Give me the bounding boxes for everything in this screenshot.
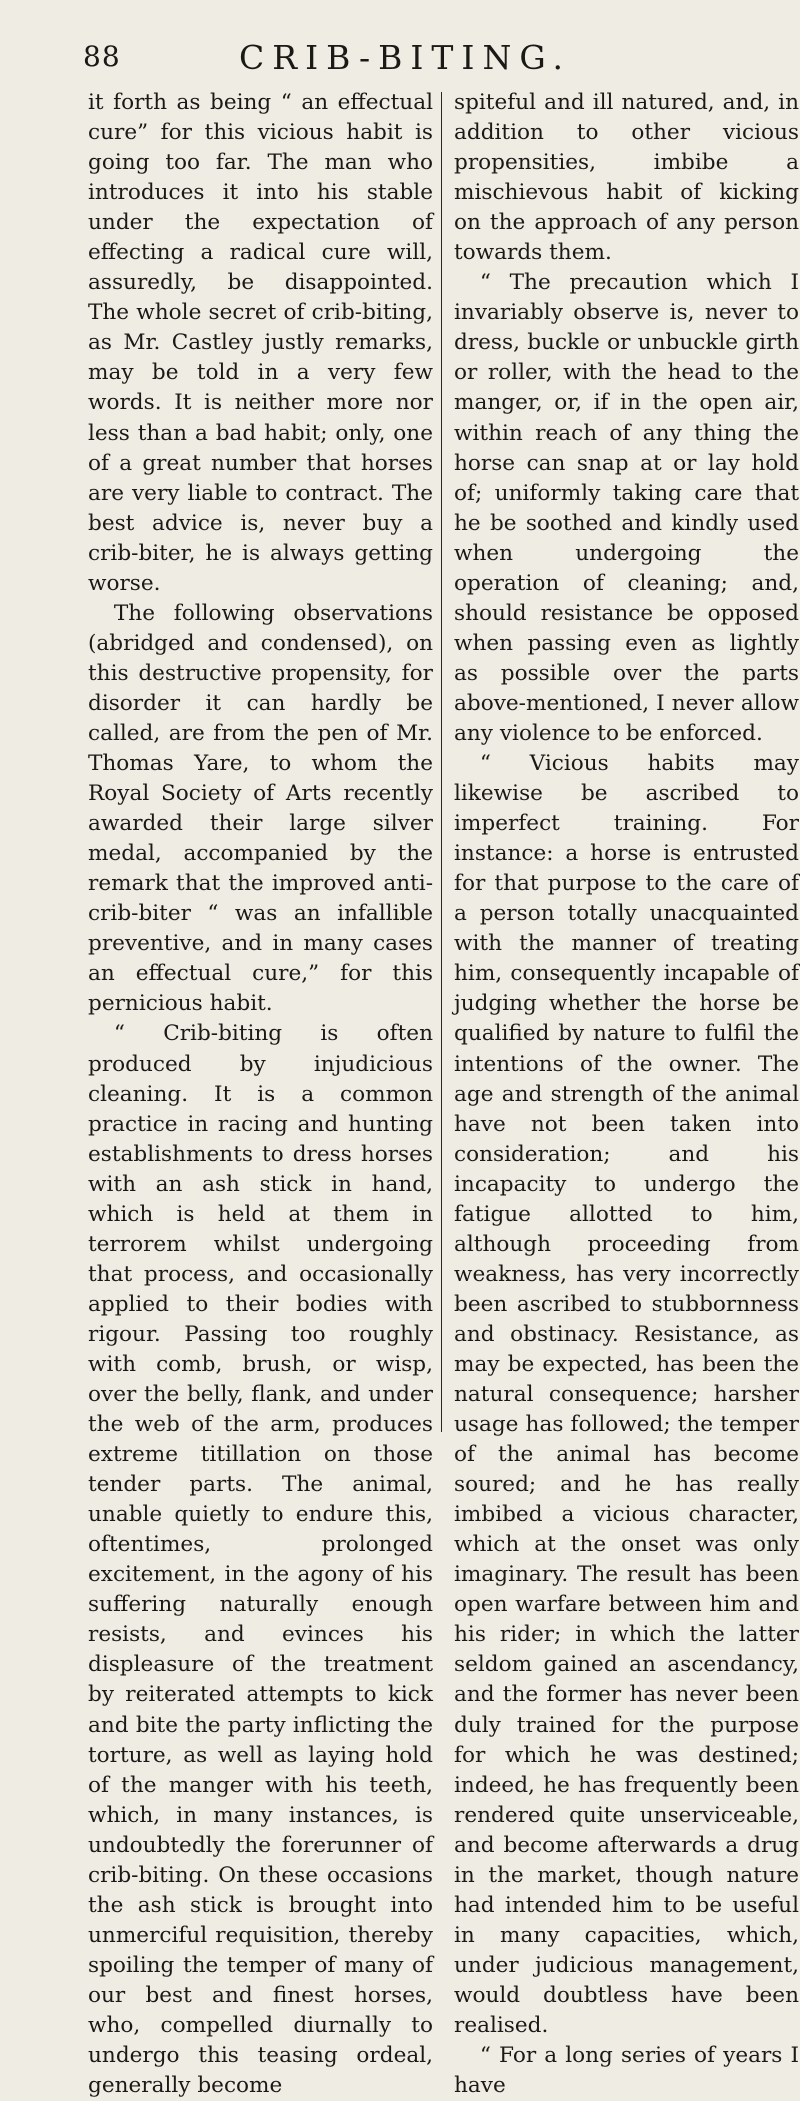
page-number: 88 (83, 40, 121, 73)
left-paragraph-2: The following observations (abridged and condensed), on this destructive propensity, for disorder it can hardly be called, are from the pen of Mr. Thomas Yare, to whom the Royal Society of Arts recently awarded their large silver medal, accompanied by the remark that the improved anti-crib-biter “ was an infallible preventive, and in many cases an effectual cure,” for this pernicious habit. (88, 600, 433, 1017)
right-paragraph-1: spiteful and ill natured, and, in addition to other vicious propensities, imbibe a mischievous habit of kicking on the approach of any person towards them. (454, 90, 799, 266)
left-column (88, 88, 433, 2101)
right-column (454, 88, 799, 2101)
page-header (0, 0, 800, 84)
column-divider (441, 92, 442, 1432)
left-paragraph-3: “ Crib-biting is often produced by injudicious cleaning. It is a common practice in racing and hunting establishments to dress horses with an ash stick in hand, which is held at them in terrorem whilst undergoing that process, and occasionally applied to their bodies with rigour. Passing too roughly with comb, brush, or wisp, over the belly, flank, and under the web of the arm, produces extreme titillation on those tender parts. The animal, unable quietly to endure this, oftentimes, prolonged excitement, in the agony of his suffering naturally enough resists, and evinces his displeasure of the treatment by reiterated attempts to kick and bite the party inflicting the torture, as well as laying hold of the manger with his teeth, which, in many instances, is undoubtedly the forerunner of crib-biting. On these occasions the ash stick is brought into unmerciful requisition, thereby spoiling the temper of many of our best and finest horses, who, compelled diurnally to undergo this teasing ordeal, generally become (88, 1021, 433, 2099)
right-paragraph-3: “ Vicious habits may likewise be ascribed to imperfect training. For instance: a horse is entrusted for that purpose to the care of a person totally unacquainted with the manner of treating him, consequently incapable of judging whether the horse be qualified by nature to fulfil the intentions of the owner. The age and strength of the animal have not been taken into consideration; and his incapacity to undergo the fatigue allotted to him, although proceeding from weakness, has very incorrectly been ascribed to stubbornness and obstinacy. Resistance, as may be expected, has been the natural consequence; harsher usage has followed; the temper of the animal has become soured; and he has really imbibed a vicious character, which at the onset was only imaginary. The result has been open warfare between him and his rider; in which the latter seldom gained an ascendancy, and the former has never been duly trained for the purpose for which he was destined; indeed, he has frequently been rendered quite unserviceable, and become afterwards a drug in the market, though nature had intended him to be useful in many capacities, which, under judicious management, would doubtless have been realised. (454, 751, 799, 2038)
left-paragraph-1: it forth as being “ an effectual cure” for this vicious habit is going too far. The man who introduces it into his stable under the expectation of effecting a radical cure will, assuredly, be disappointed. The whole secret of crib-biting, as Mr. Castley justly remarks, may be told in a very few words. It is neither more nor less than a bad habit; only, one of a great number that horses are very liable to contract. The best advice is, never buy a crib-biter, he is always getting worse. (88, 90, 433, 596)
running-head: CRIB-BITING. (238, 38, 572, 77)
right-paragraph-4: “ For a long series of years I have (454, 2043, 799, 2099)
right-paragraph-2: “ The precaution which I invariably observe is, never to dress, buckle or unbuckle girth or roller, with the head to the manger, or, if in the open air, within reach of any thing the horse can snap at or lay hold of; uniformly taking care that he be soothed and kindly used when undergoing the operation of cleaning; and, should resistance be opposed when passing even as lightly as possible over the parts above-mentioned, I never allow any violence to be enforced. (454, 270, 799, 746)
